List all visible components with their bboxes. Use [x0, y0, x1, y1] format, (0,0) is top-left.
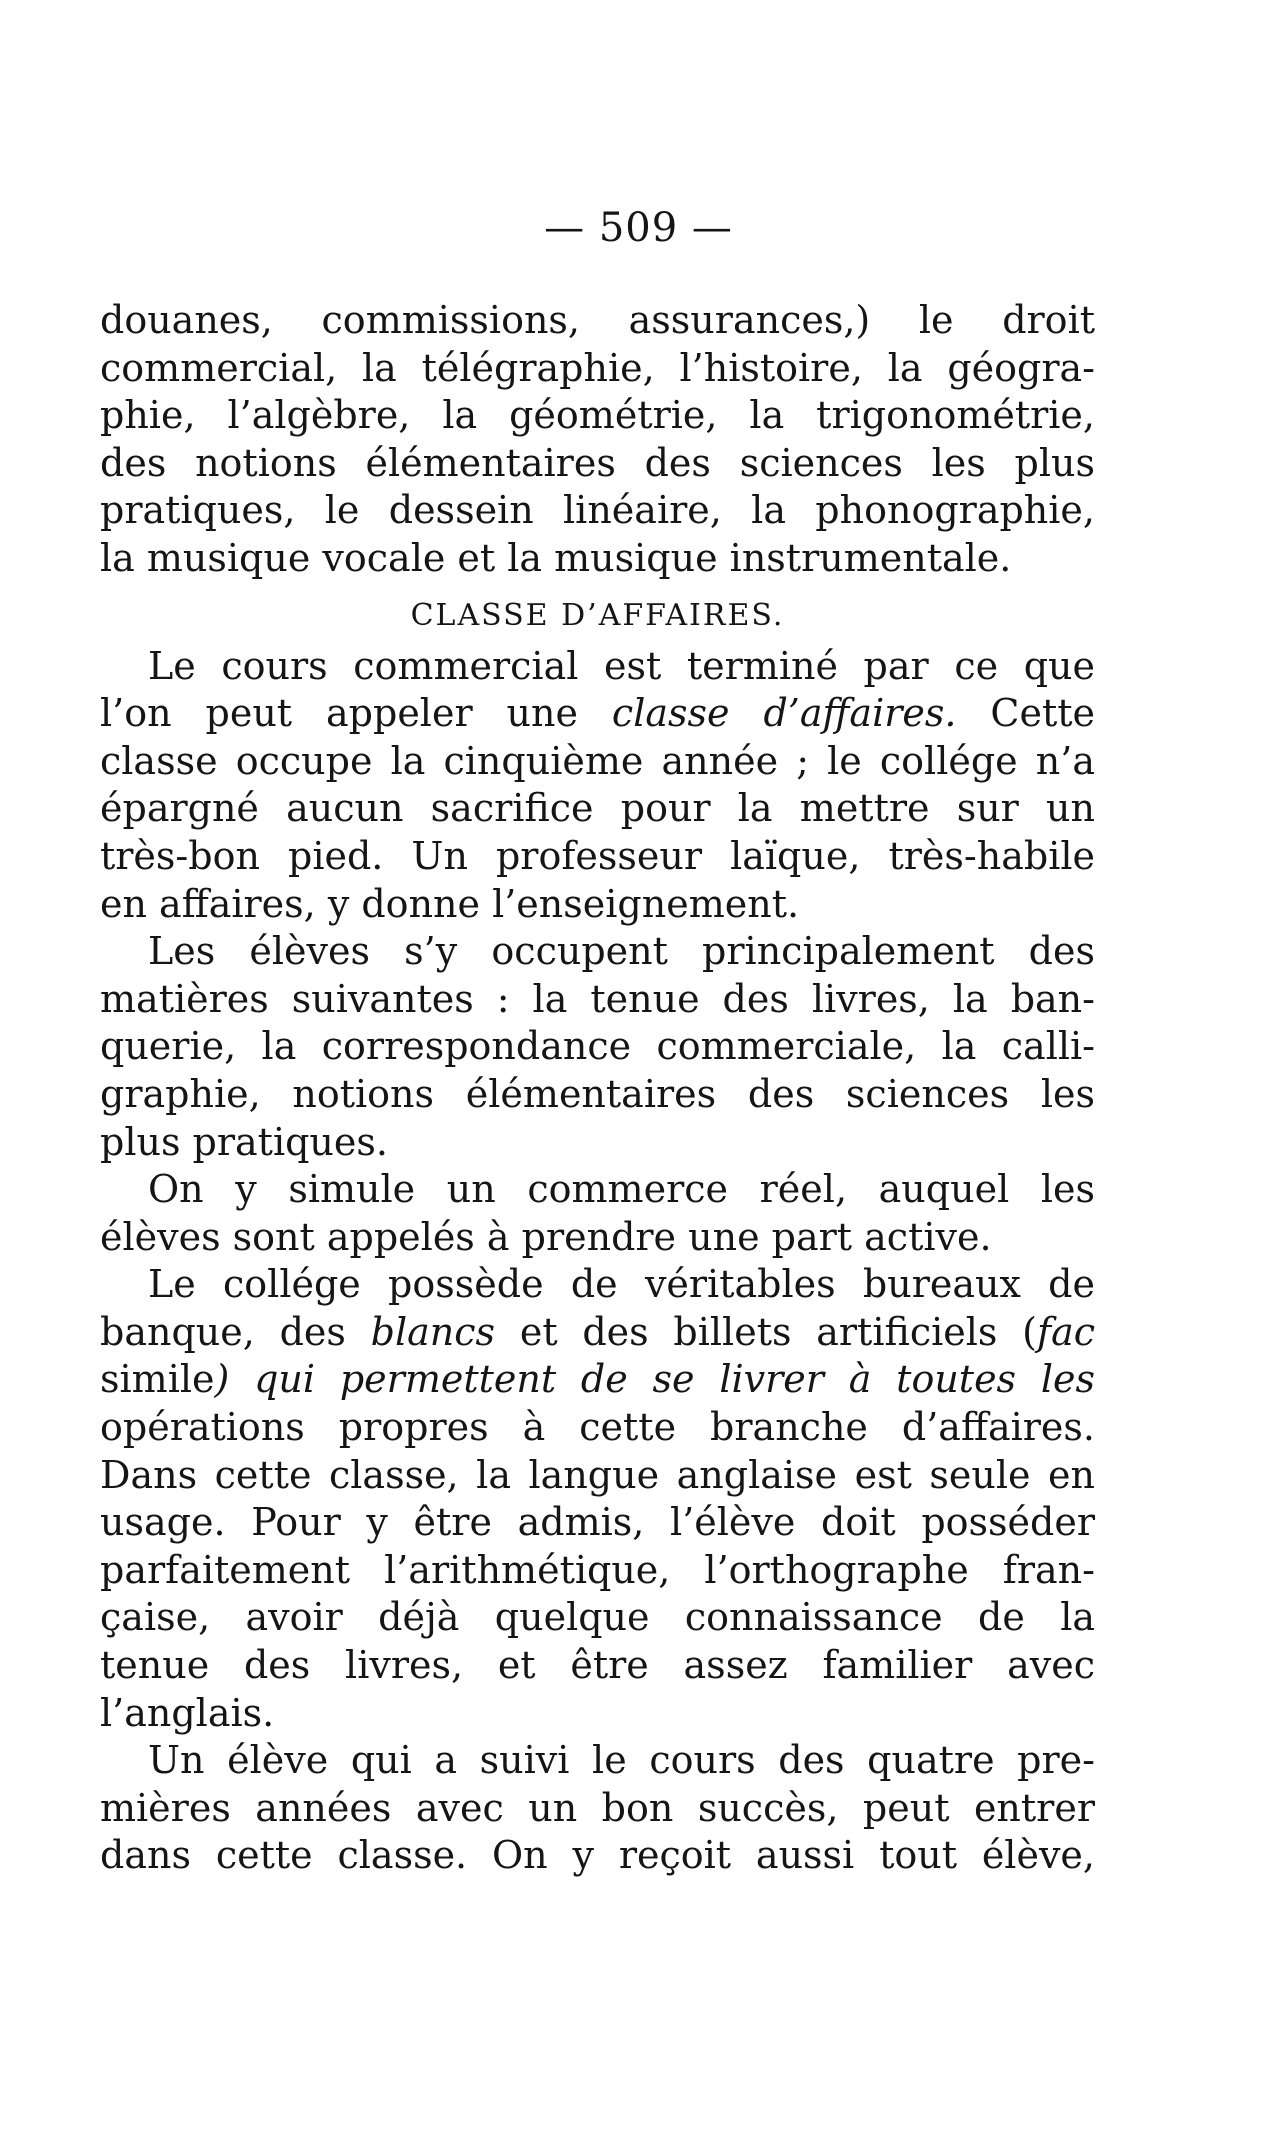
text-line: en affaires, y donne l’enseignement.	[100, 881, 800, 926]
body-text	[100, 297, 1095, 1880]
text-line: tenue des livres, et être assez familier avec	[100, 1643, 1095, 1688]
text-line: çaise, avoir déjà quelque connaissance de la	[100, 1595, 1095, 1640]
paragraph-2	[100, 643, 1095, 929]
section-heading: CLASSE D’AFFAIRES.	[410, 597, 785, 633]
text-line: usage. Pour y être admis, l’élève doit posséder	[100, 1500, 1095, 1545]
text-line: l’anglais.	[100, 1690, 275, 1735]
text-line: pratiques, le dessein linéaire, la phonographie,	[100, 488, 1095, 533]
text-line: matières suivantes : la tenue des livres, la ban-	[100, 976, 1095, 1021]
text-line: épargné aucun sacrifice pour la mettre sur un	[100, 786, 1095, 831]
text-line: Les élèves s’y occupent principalement des	[148, 929, 1095, 974]
text-line: opérations propres à cette branche d’affaires.	[100, 1405, 1095, 1450]
text-line: simile) qui permettent de se livrer à toutes les	[100, 1357, 1095, 1402]
text-line: Le cours commercial est terminé par ce que	[148, 643, 1095, 688]
text-line: querie, la correspondance commerciale, la calli-	[100, 1024, 1095, 1069]
text-line: graphie, notions élémentaires des sciences les	[100, 1071, 1095, 1116]
text-line: plus pratiques.	[100, 1119, 388, 1164]
text-line: mières années avec un bon succès, peut entrer	[100, 1785, 1095, 1830]
text-line: élèves sont appelés à prendre une part active.	[100, 1214, 992, 1259]
text-line: banque, des blancs et des billets artificiels (fac	[100, 1309, 1095, 1354]
text-line: l’on peut appeler une classe d’affaires. Cette	[100, 691, 1095, 736]
paragraph-1	[100, 297, 1095, 583]
text-line: douanes, commissions, assurances,) le droit	[100, 298, 1095, 342]
paragraph-4	[100, 1166, 1095, 1261]
text-line: des notions élémentaires des sciences les plus	[100, 440, 1095, 485]
text-line: On y simule un commerce réel, auquel les	[148, 1167, 1095, 1212]
text-line: Le collége possède de véritables bureaux de	[148, 1262, 1095, 1307]
page-number: — 509 —	[544, 205, 733, 251]
text-line: parfaitement l’arithmétique, l’orthographe fran-	[100, 1547, 1095, 1592]
text-line: phie, l’algèbre, la géométrie, la trigonométrie,	[100, 393, 1095, 438]
paragraph-3	[100, 928, 1095, 1166]
text-line: très-bon pied. Un professeur laïque, très-habile	[100, 833, 1095, 878]
text-line: classe occupe la cinquième année ; le collége n’a	[100, 738, 1095, 783]
text-line: commercial, la télégraphie, l’histoire, la géogra-	[100, 345, 1095, 390]
paragraph-6	[100, 1737, 1095, 1880]
text-line: Un élève qui a suivi le cours des quatre pre-	[148, 1738, 1095, 1783]
text-line: dans cette classe. On y reçoit aussi tout élève,	[100, 1833, 1095, 1878]
text-line: Dans cette classe, la langue anglaise est seule en	[100, 1452, 1095, 1497]
paragraph-5	[100, 1261, 1095, 1737]
text-line: la musique vocale et la musique instrumentale.	[100, 535, 1012, 580]
